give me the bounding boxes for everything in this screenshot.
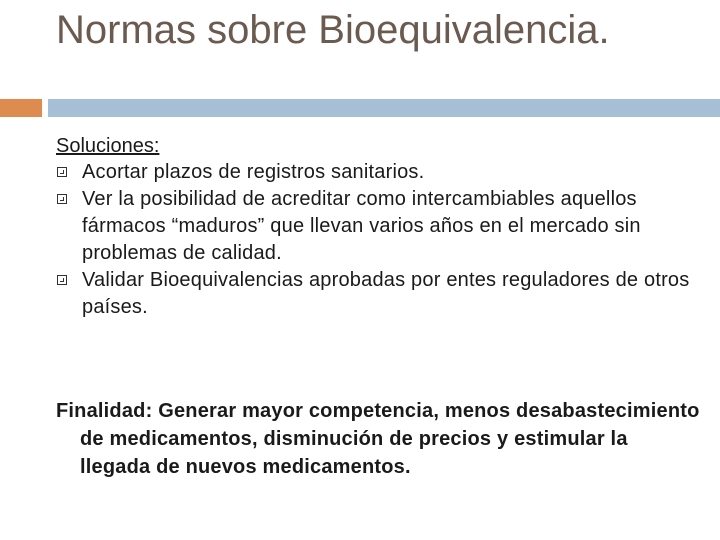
square-bullet-icon bbox=[57, 167, 67, 177]
list-item-text: Ver la posibilidad de acreditar como intercambiables aquellos fármacos “maduros” que llevan varios años en el mercado sin problemas de calidad. bbox=[82, 188, 641, 264]
list-item bbox=[56, 186, 696, 267]
solutions-heading: Soluciones: bbox=[56, 135, 160, 157]
solutions-section bbox=[56, 133, 696, 321]
square-bullet-icon bbox=[57, 194, 67, 204]
list-item bbox=[56, 267, 696, 321]
list-item-text: Acortar plazos de registros sanitarios. bbox=[82, 161, 425, 183]
accent-bar bbox=[0, 99, 42, 117]
list-item bbox=[56, 159, 696, 186]
slide-title: Normas sobre Bioequivalencia. bbox=[56, 8, 610, 52]
title-underline-bar bbox=[48, 99, 720, 117]
list-item-text: Validar Bioequivalencias aprobadas por entes reguladores de otros países. bbox=[82, 269, 690, 318]
square-bullet-icon bbox=[57, 275, 67, 285]
finalidad-paragraph: Finalidad: Generar mayor competencia, menos desabastecimiento de medicamentos, disminución de precios y estimular la llegada de nuevos medicamentos. bbox=[56, 400, 700, 478]
solutions-list bbox=[56, 159, 696, 321]
